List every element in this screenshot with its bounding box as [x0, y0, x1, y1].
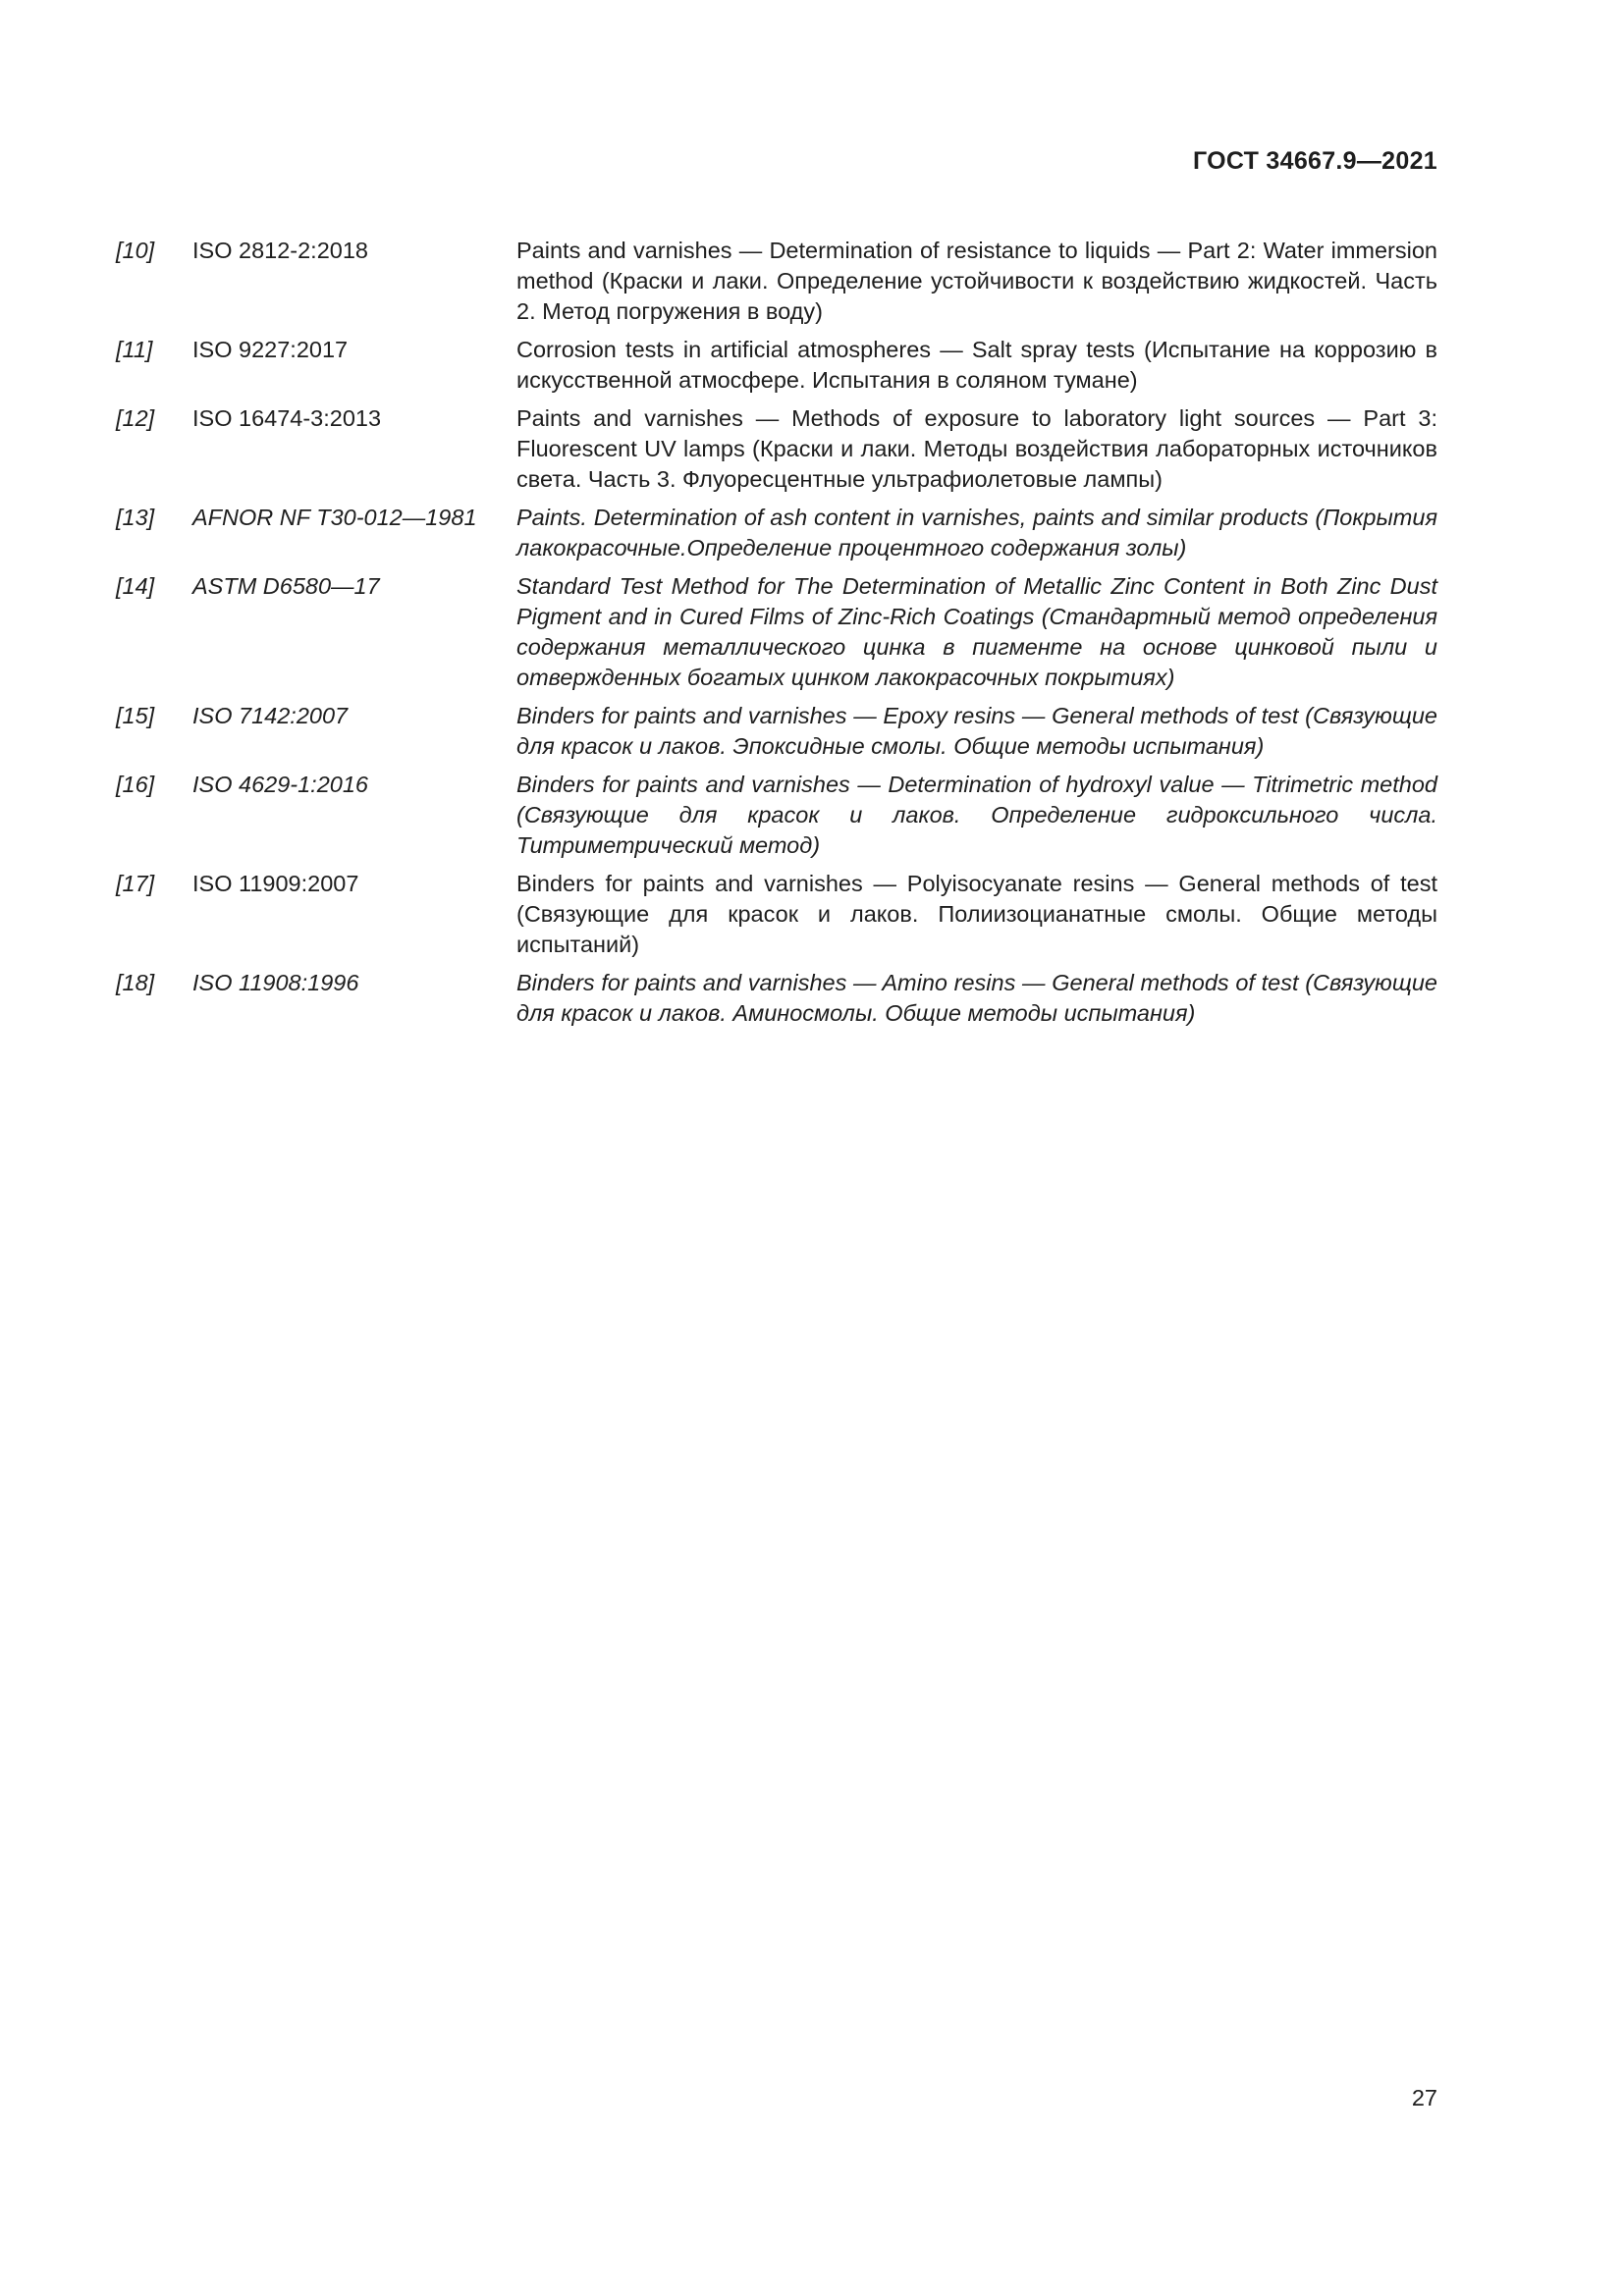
page-number: 27: [1411, 2085, 1437, 2110]
bibliography-entry: [116, 968, 1437, 1029]
bibliography-number: [10]: [116, 238, 155, 263]
bibliography-title: Corrosion tests in artificial atmospheres — Salt spray tests (Испытание на коррозию в искусственной атмосфере. Испытания в соляном тумане): [516, 337, 1437, 393]
bibliography-number: [15]: [116, 703, 155, 728]
bibliography-title: Binders for paints and varnishes — Epoxy resins — General methods of test (Связующие для красок и лаков. Эпоксидные смолы. Общие методы испытания): [516, 703, 1437, 759]
bibliography-entry: [116, 869, 1437, 960]
bibliography-title: Paints and varnishes — Determination of resistance to liquids — Part 2: Water immersion method (Краски и лаки. Определение устойчивости к воздействию жидкостей. Часть 2. Метод погружения в воду): [516, 238, 1437, 324]
bibliography-title: Binders for paints and varnishes — Amino resins — General methods of test (Связующие для красок и лаков. Аминосмолы. Общие методы испытания): [516, 970, 1437, 1026]
bibliography-number: [11]: [116, 337, 153, 362]
bibliography-code: ASTM D6580—17: [192, 573, 380, 599]
bibliography-number: [13]: [116, 505, 155, 530]
bibliography-entry: [116, 503, 1437, 563]
bibliography-code: ISO 4629-1:2016: [192, 772, 368, 797]
bibliography-number: [17]: [116, 871, 155, 896]
bibliography-entry: [116, 403, 1437, 495]
bibliography-number: [12]: [116, 405, 155, 431]
bibliography-code: ISO 2812-2:2018: [192, 238, 368, 263]
bibliography-number: [14]: [116, 573, 155, 599]
bibliography-entry: [116, 770, 1437, 861]
bibliography-code: ISO 11908:1996: [192, 970, 359, 995]
bibliography-title: Paints. Determination of ash content in varnishes, paints and similar products (Покрытия лакокрасочные.Определение процентного содержания золы): [516, 505, 1437, 561]
bibliography-code: ISO 11909:2007: [192, 871, 359, 896]
bibliography-list: [116, 236, 1437, 1037]
bibliography-number: [18]: [116, 970, 155, 995]
bibliography-code: ISO 16474-3:2013: [192, 405, 382, 431]
bibliography-title: Standard Test Method for The Determination of Metallic Zinc Content in Both Zinc Dust Pigment and in Cured Films of Zinc-Rich Coatings (Стандартный метод определения содержания металлического цинка в пигменте на основе цинковой пыли и отвержденных богатых цинком лакокрасочных покрытиях): [516, 573, 1437, 690]
bibliography-title: Paints and varnishes — Methods of exposure to laboratory light sources — Part 3: Fluorescent UV lamps (Краски и лаки. Методы воздействия лабораторных источников света. Часть 3. Флуоресцентные ультрафиолетовые лампы): [516, 405, 1437, 492]
bibliography-code: AFNOR NF T30-012—1981: [192, 505, 477, 530]
bibliography-number: [16]: [116, 772, 155, 797]
bibliography-code: ISO 9227:2017: [192, 337, 349, 362]
bibliography-title: Binders for paints and varnishes — Polyisocyanate resins — General methods of test (Связующие для красок и лаков. Полиизоцианатные смолы. Общие методы испытаний): [516, 871, 1437, 957]
bibliography-code: ISO 7142:2007: [192, 703, 349, 728]
bibliography-entry: [116, 335, 1437, 396]
bibliography-entry: [116, 236, 1437, 327]
bibliography-title: Binders for paints and varnishes — Determination of hydroxyl value — Titrimetric method (Связующие для красок и лаков. Определение гидроксильного числа. Титриметрический метод): [516, 772, 1437, 858]
standard-designation: ГОСТ 34667.9—2021: [1192, 147, 1437, 175]
bibliography-entry: [116, 571, 1437, 693]
bibliography-entry: [116, 701, 1437, 762]
